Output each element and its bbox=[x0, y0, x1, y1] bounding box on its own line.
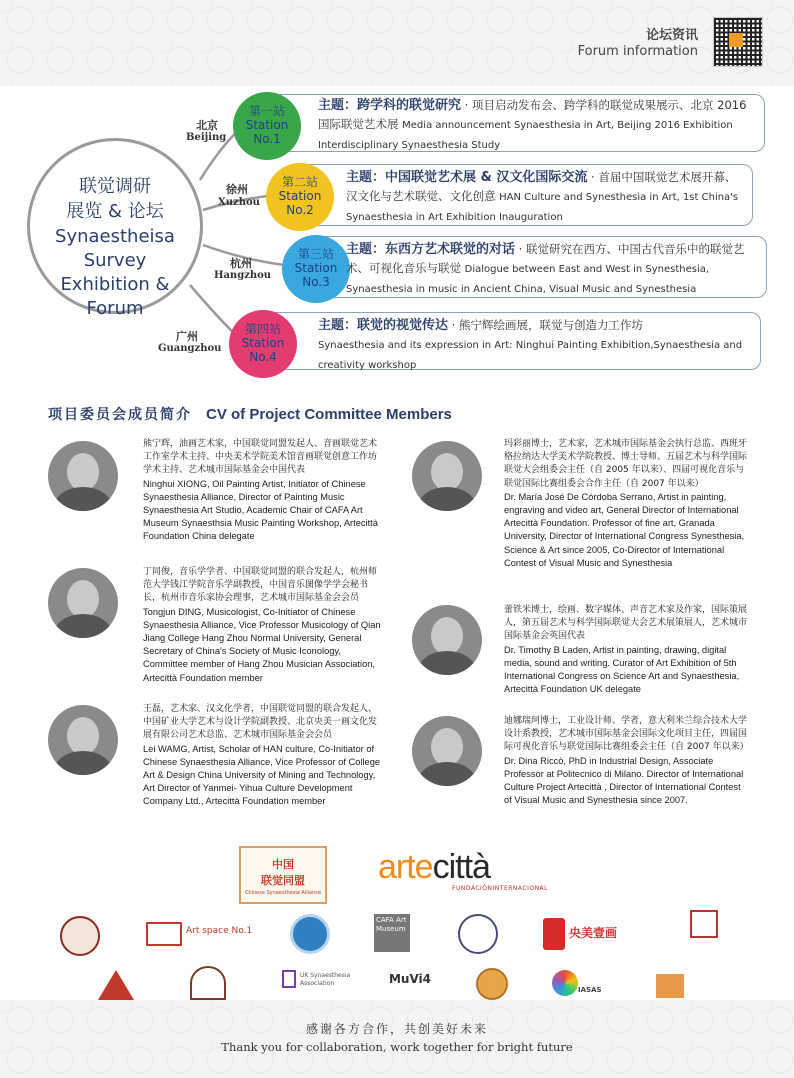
station-3-text: 主题：东西方艺术联觉的对话 · 联觉研究在西方、中国古代音乐中的联觉艺术、可视化音乐与联觉 Dialogue between East and West in Synesthesia, Synaesthesia in music in Ancient China, Visual Music and Synesthesia bbox=[346, 242, 745, 295]
station-4-desc-en: Synaesthesia and its expression in Art: Ninghui Painting Exhibition,Synaesthesia and creativity workshop bbox=[318, 340, 743, 371]
cafa-art-museum-logo[interactable]: CAFA Art Museum bbox=[374, 914, 410, 952]
committee-title-en: CV of Project Committee Members bbox=[206, 406, 452, 423]
station-4-desc-cn: 熊宁辉绘画展，联觉与创造力工作坊 bbox=[458, 318, 643, 332]
member-bio-cn: 蕾铁米博士，绘画、数字媒体、声音艺术家及作家，国际策展人，第五届艺术与科学国际联觉大会艺术展策展人，艺术城市国际基金会英国代表 bbox=[504, 605, 748, 642]
iasas-label: IASAS bbox=[578, 986, 602, 994]
station-4-city-en: Guangzhou bbox=[158, 343, 222, 354]
member-bio bbox=[143, 703, 385, 809]
member-bio-en: Dr. Timothy B Laden, Artist in painting, drawing, digital media, sound and writing. Curator of Art Exhibition of 5th International Congress on Science Art and Synaesthesia, Artecittà Foundation UK delegate bbox=[504, 644, 740, 695]
station-2-desc-en: HAN Culture and Synesthesia in Art, 1st China's Synaesthesia in Art Exhibition Inauguration bbox=[346, 192, 739, 223]
member-bio-en: Dr. Dina Riccò, PhD in Industrial Design, Associate Professor at Politecnico di Milano. Director of International Culture Project Artecittà , Director of International Contest of Visual Music and Synesthesia since 2007. bbox=[504, 755, 744, 806]
member-bio-cn: 王磊，艺术家、汉文化学者，中国联觉同盟的联合发起人、中国矿业大学艺术与设计学院副教授、北京央美一画文化发展有限公司艺术总监、艺术城市国际基金会会员 bbox=[143, 704, 378, 741]
seal-line-2: 联觉同盟 bbox=[261, 874, 305, 887]
hub-line-3: Synaestheisa bbox=[55, 226, 175, 247]
station-3-badge[interactable] bbox=[282, 235, 350, 303]
station-1-label-en1: Station bbox=[245, 118, 289, 132]
station-2-label-en1: Station bbox=[278, 189, 322, 203]
member-bio-en: Dr. María José De Córdoba Serrano, Artist in painting, engraving and video art, General Director of International Artecittà Foundation. Professor of fine art, Granada University, Director of International Congress Synesthesia, Science & Art since 2005, Co-Director of International Contest of Visual Music and Synesthesia bbox=[504, 491, 745, 568]
university-seal-logo[interactable] bbox=[458, 914, 498, 954]
footer-thanks-en: Thank you for collaboration, work together for bright future bbox=[221, 1040, 573, 1054]
member-bio-cn: 玛彩丽博士，艺术家，艺术城市国际基金会执行总监、西班牙格拉纳达大学美术学院教授、博士导师、五届艺术与科学国际联觉大会组委会主任（自 2005 年以来）、四届可视化音乐与联觉国际比赛组委会合作主任（自 2007 年以来） bbox=[504, 439, 748, 489]
red-emblem-logo[interactable] bbox=[98, 970, 134, 1000]
member-bio-cn: 丁同俊，音乐学学者、中国联觉同盟的联合发起人，杭州师范大学钱江学院音乐学副教授，中国音乐图像学学会秘书长，杭州市音乐家协会理事，艺术城市国际基金会会员 bbox=[143, 567, 378, 604]
station-3-label-en2: No.3 bbox=[302, 275, 330, 289]
member-photo-avatar bbox=[48, 441, 118, 511]
hub-line-1: 联觉调研 bbox=[79, 176, 151, 197]
seal-line-1: 中国 bbox=[272, 858, 294, 871]
station-1-desc-cn: 项目启动发布会、跨学科的联觉成果展示、北京 2016 国际联觉艺术展 bbox=[318, 98, 747, 131]
orange-seal-logo[interactable] bbox=[476, 968, 508, 1000]
hub-line-2: 展览 & 论坛 bbox=[66, 201, 164, 222]
member-bio bbox=[504, 715, 748, 807]
art-space-no1-logo[interactable] bbox=[146, 922, 253, 948]
blue-emblem-logo[interactable] bbox=[290, 914, 330, 954]
station-2-badge[interactable] bbox=[266, 163, 334, 231]
member-bio-en: Tongjun DING, Musicologist, Co-Initiator of Chinese Synaesthesia Alliance, Vice Professor Musicology of Qian Jiang College Hang Zhou Normal University, General Secretary of China's Society of Music Iconology, Committee member of Hang Zhou Musician Association, Artecittà Foundation member bbox=[143, 606, 381, 683]
orange-square-logo[interactable] bbox=[656, 974, 684, 998]
station-3-desc-en: Dialogue between East and West in Synesthesia, Synaesthesia in music in Ancient China, Visual Music and Synesthesia bbox=[346, 264, 710, 295]
member-photo-avatar bbox=[48, 568, 118, 638]
station-1-text: 主题：跨学科的联觉研究 · 项目启动发布会、跨学科的联觉成果展示、北京 2016 国际联觉艺术展 Media announcement Synaesthesia in Art, Beijing 2016 Exhibition Interdisciplinary Synaesthesia Study bbox=[318, 98, 747, 151]
chinese-synaesthesia-alliance-logo[interactable] bbox=[239, 846, 327, 904]
hubei-museum-logo[interactable] bbox=[190, 966, 226, 1000]
member-photo-avatar bbox=[412, 716, 482, 786]
committee-section-title bbox=[48, 404, 452, 424]
station-3-label-cn: 第三站 bbox=[297, 247, 334, 261]
member-bio bbox=[504, 604, 748, 696]
muvi4-logo[interactable]: MuVi4 bbox=[388, 972, 432, 986]
member-bio-cn: 熊宁辉，油画艺术家，中国联觉同盟发起人、音画联觉艺术工作室学术主持、中央美术学院美术馆音画联觉创意工作坊学术主持、艺术城市国际基金会中国代表 bbox=[143, 439, 378, 476]
member-bio-en: Lei WAMG, Artist, Scholar of HAN culture, Co-Initiator of Chinese Synaesthesia Alliance, Vice Professor of College Art & Design China University of Mining and Technology, Art Director of Yanmei- Yihua Culture Development Company Ltd., Artecittà Foundation member bbox=[143, 743, 381, 807]
station-1-label-en2: No.1 bbox=[253, 132, 281, 146]
footer-thanks-cn: 感谢各方合作，共创美好未来 bbox=[305, 1022, 488, 1036]
member-bio bbox=[143, 438, 385, 544]
member-photo-avatar bbox=[412, 441, 482, 511]
uk-synaesthesia-association-logo[interactable] bbox=[282, 970, 352, 1000]
yanmei-yihua-logo[interactable] bbox=[543, 918, 633, 950]
member-bio bbox=[143, 566, 385, 685]
station-1-city-en: Beijing bbox=[186, 132, 227, 143]
footer-pattern bbox=[0, 1000, 794, 1078]
header-title-en: Forum information bbox=[577, 44, 698, 59]
artecitta-subtitle: FUNDACIÓNINTERNACIONAL bbox=[452, 885, 549, 892]
university-crest-logo[interactable] bbox=[60, 916, 100, 956]
header-title-cn: 论坛资讯 bbox=[645, 28, 698, 43]
station-1-label-cn: 第一站 bbox=[248, 104, 285, 118]
member-bio-en: Ninghui XIONG, Oil Painting Artist, Initiator of Chinese Synaesthesia Alliance, Director of Painting Music Synaesthesia Art Studio, Academic Chair of CAFA Art Museum Synaesthsia Music Painting Workshop, Artecittà Foundation China delegate bbox=[143, 478, 378, 542]
station-2-theme: 主题：中国联觉艺术展 & 汉文化国际交流 bbox=[346, 170, 588, 185]
station-1-desc-en: Media announcement Synaesthesia in Art, Beijing 2016 Exhibition Interdisciplinary Synaesthesia Study bbox=[318, 120, 733, 151]
artecitta-logo-part-2: città bbox=[432, 848, 490, 886]
yanmei-yihua-label: 央美壹画 bbox=[569, 926, 618, 940]
station-2-label-en2: No.2 bbox=[286, 203, 314, 217]
calligraphy-society-logo[interactable] bbox=[690, 910, 718, 938]
uk-synaesthesia-label: UK Synaesthesia Association bbox=[300, 972, 351, 987]
station-2-city-en: Xuzhou bbox=[218, 197, 260, 208]
station-3-theme: 主题：东西方艺术联觉的对话 bbox=[346, 242, 516, 257]
station-2-city-cn: 徐州 bbox=[226, 183, 248, 196]
member-bio-cn: 迪娜瑞珂博士，工业设计师、学者，意大利米兰综合技术大学设计系教授，艺术城市国际基金会国际文化项目主任，四届国际可视化音乐与联觉国际比赛组委会主任（自 2007 年以来） bbox=[504, 716, 749, 753]
station-1-theme: 主题：跨学科的联觉研究 bbox=[318, 98, 462, 113]
station-3-label-en1: Station bbox=[294, 261, 338, 275]
station-1-city-cn: 北京 bbox=[196, 119, 218, 132]
station-3-desc-cn: 联觉研究在西方、中国古代音乐中的联觉艺术、可视化音乐与联觉 bbox=[346, 242, 745, 275]
station-4-label-cn: 第四站 bbox=[244, 322, 281, 336]
member-bio bbox=[504, 438, 748, 570]
iasas-logo[interactable] bbox=[552, 970, 602, 1000]
station-4-city-cn: 广州 bbox=[176, 330, 198, 343]
station-2-desc-cn: 首届中国联觉艺术展开幕、汉文化与艺术联觉、文化创意 bbox=[346, 170, 737, 203]
station-2-text: 主题：中国联觉艺术展 & 汉文化国际交流 · 首届中国联觉艺术展开幕、汉文化与艺术联觉、文化创意 HAN Culture and Synesthesia in Art, 1st China's Synaesthesia in Art Exhibition Inauguration bbox=[346, 170, 739, 223]
station-4-badge[interactable] bbox=[229, 310, 297, 378]
hub-line-5: Exhibition & Forum bbox=[60, 274, 170, 319]
station-4-label-en2: No.4 bbox=[249, 350, 277, 364]
seal-line-3: Chinese Synaesthesia Alliance bbox=[244, 890, 322, 896]
artecitta-logo-part-1: arte bbox=[378, 848, 433, 886]
station-2-label-cn: 第二站 bbox=[281, 175, 318, 189]
artecitta-logo[interactable] bbox=[378, 848, 490, 887]
station-4-text: 主题：联觉的视觉传达 · 熊宁辉绘画展，联觉与创造力工作坊 Synaesthesia and its expression in Art: Ninghui Painting Exhibition,Synaesthesia and creativity workshop bbox=[318, 318, 743, 371]
station-3-city-en: Hangzhou bbox=[214, 270, 272, 281]
art-space-no1-label: Art space No.1 bbox=[186, 926, 253, 936]
station-3-city-cn: 杭州 bbox=[230, 257, 252, 270]
hub-circle bbox=[27, 138, 203, 319]
committee-title-cn: 项目委员会成员简介 bbox=[48, 407, 192, 423]
hub-line-4: Survey bbox=[83, 250, 147, 271]
station-4-label-en1: Station bbox=[241, 336, 285, 350]
member-photo-avatar bbox=[48, 705, 118, 775]
station-4-theme: 主题：联觉的视觉传达 bbox=[318, 318, 449, 333]
member-photo-avatar bbox=[412, 605, 482, 675]
station-1-badge[interactable] bbox=[233, 92, 301, 160]
